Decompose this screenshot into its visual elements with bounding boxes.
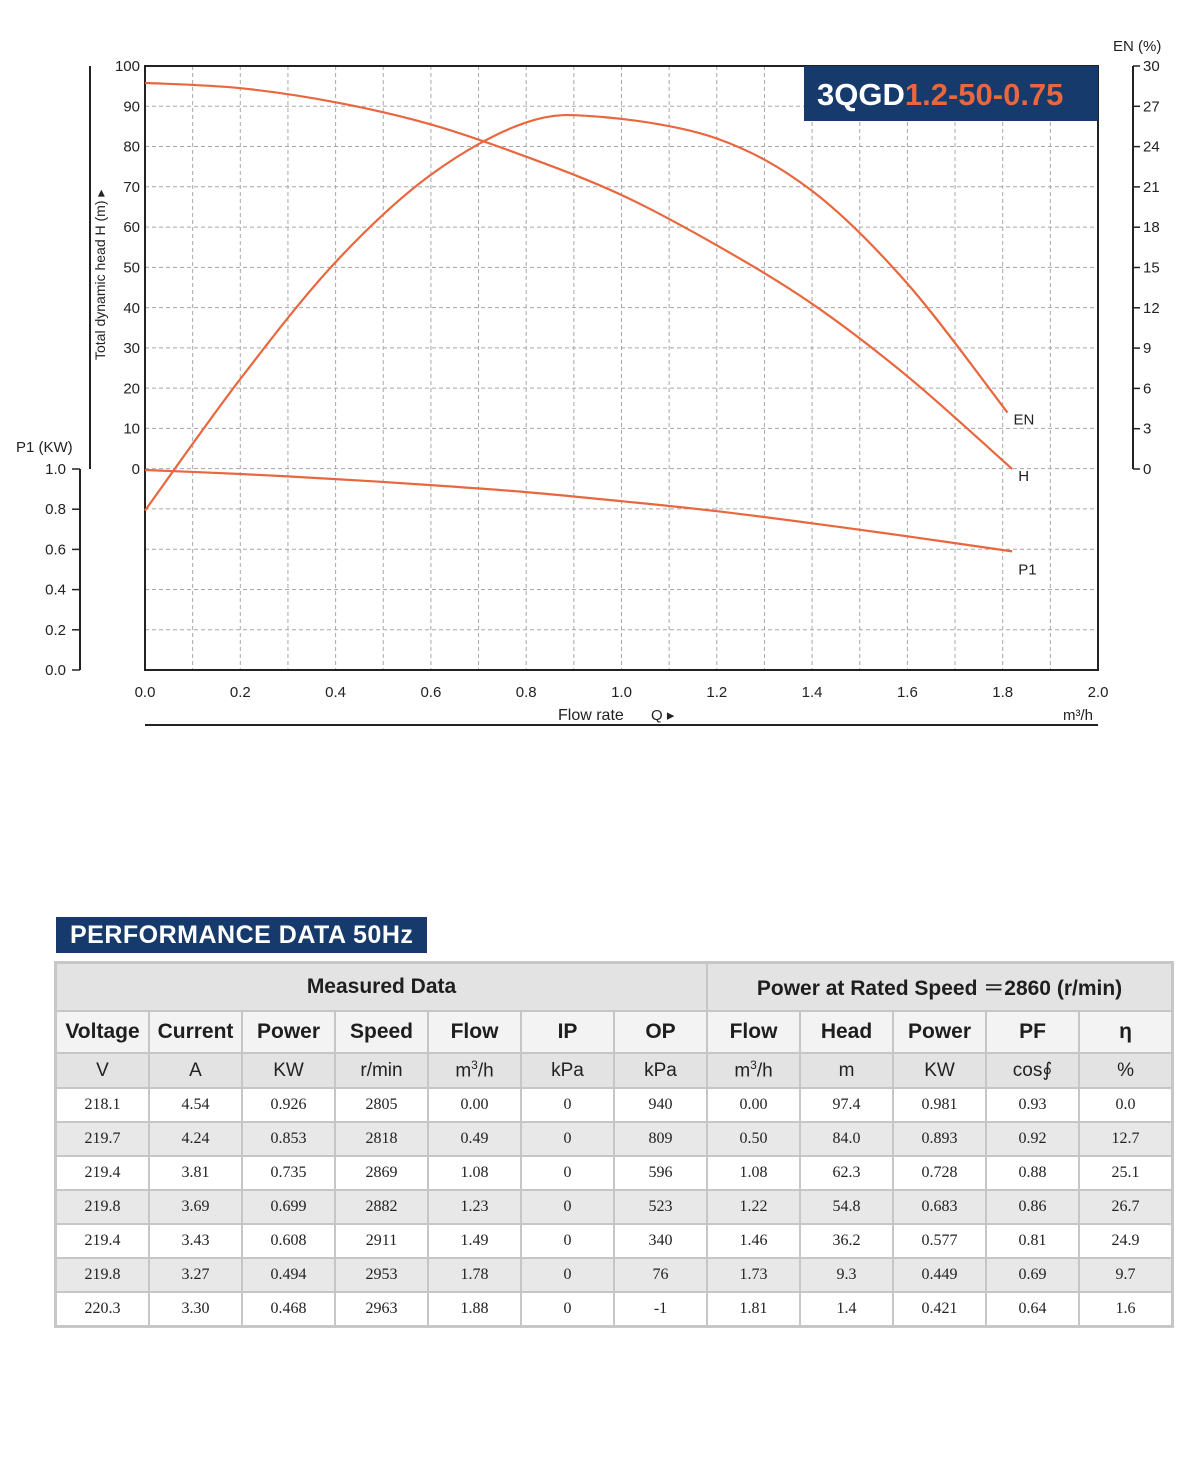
table-cell: 0.421 xyxy=(893,1292,986,1326)
model-badge xyxy=(804,66,1098,121)
column-header: Head xyxy=(800,1011,893,1053)
head-tick-label: 60 xyxy=(123,219,140,237)
table-cell: 0.81 xyxy=(986,1224,1079,1258)
table-cell: 24.9 xyxy=(1079,1224,1172,1258)
table-header-row xyxy=(56,1011,1172,1053)
column-unit: KW xyxy=(893,1053,986,1088)
column-header: Power xyxy=(242,1011,335,1053)
table-cell: 0.00 xyxy=(707,1088,800,1122)
table-cell: 0.50 xyxy=(707,1122,800,1156)
table-cell: 54.8 xyxy=(800,1190,893,1224)
head-tick-label: 20 xyxy=(123,380,140,398)
table-row xyxy=(56,1258,1172,1292)
table-cell: 1.81 xyxy=(707,1292,800,1326)
table-cell: 9.7 xyxy=(1079,1258,1172,1292)
column-unit: $m^3/h$ xyxy=(707,1053,800,1088)
x-tick-label: 0.0 xyxy=(134,684,156,701)
table-cell: 219.4 xyxy=(56,1224,149,1258)
head-tick-label: 10 xyxy=(123,420,140,438)
x-tick-label: 1.8 xyxy=(992,684,1014,701)
table-cell: 523 xyxy=(614,1190,707,1224)
column-unit: r/min xyxy=(335,1053,428,1088)
table-cell: 2963 xyxy=(335,1292,428,1326)
table-cell: 218.1 xyxy=(56,1088,149,1122)
table-cell: 1.88 xyxy=(428,1292,521,1326)
head-tick-label: 90 xyxy=(123,98,140,116)
efficiency-tick-label: 12 xyxy=(1143,299,1160,317)
table-cell: 9.3 xyxy=(800,1258,893,1292)
table-cell: 219.8 xyxy=(56,1258,149,1292)
table-cell: 1.23 xyxy=(428,1190,521,1224)
column-header: IP xyxy=(521,1011,614,1053)
table-cell: 1.4 xyxy=(800,1292,893,1326)
table-cell: 2805 xyxy=(335,1088,428,1122)
table-cell: 1.46 xyxy=(707,1224,800,1258)
x-tick-label: 1.6 xyxy=(896,684,918,701)
table-cell: 1.49 xyxy=(428,1224,521,1258)
power-tick-label: 0.2 xyxy=(45,621,66,639)
table-row xyxy=(56,1156,1172,1190)
table-cell: 0.0 xyxy=(1079,1088,1172,1122)
performance-section-title: PERFORMANCE DATA 50Hz xyxy=(56,917,427,953)
power-axis-label: P1 (KW) xyxy=(16,439,73,456)
curve-label-h: H xyxy=(1018,468,1030,485)
column-unit: kPa xyxy=(521,1053,614,1088)
column-unit: kPa xyxy=(614,1053,707,1088)
table-cell: 0.728 xyxy=(893,1156,986,1190)
table-cell: 3.43 xyxy=(149,1224,242,1258)
table-cell: 1.22 xyxy=(707,1190,800,1224)
x-axis-unit: m³/h xyxy=(1063,707,1093,724)
measured-data-header: Measured Data xyxy=(56,963,707,1011)
efficiency-tick-label: 9 xyxy=(1143,340,1152,358)
table-cell: 0 xyxy=(521,1258,614,1292)
table-cell: 220.3 xyxy=(56,1292,149,1326)
table-cell: 219.8 xyxy=(56,1190,149,1224)
x-tick-label: 0.2 xyxy=(229,684,251,701)
table-cell: 0.577 xyxy=(893,1224,986,1258)
svg-text:3QGD1.2-50-0.75 xyxy=(817,77,1063,112)
table-cell: 0.735 xyxy=(242,1156,335,1190)
x-axis-label: Flow rate xyxy=(558,707,624,724)
efficiency-tick-label: 3 xyxy=(1143,420,1152,438)
table-cell: 0.69 xyxy=(986,1258,1079,1292)
column-header: Speed xyxy=(335,1011,428,1053)
column-header: Flow xyxy=(428,1011,521,1053)
column-unit: m xyxy=(800,1053,893,1088)
table-cell: 97.4 xyxy=(800,1088,893,1122)
power-tick-label: 1.0 xyxy=(45,461,66,478)
chart-ticks xyxy=(45,58,1160,701)
table-unit-row xyxy=(56,1053,1172,1088)
efficiency-tick-label: 30 xyxy=(1143,58,1160,75)
column-header: Flow xyxy=(707,1011,800,1053)
curve-label-en: EN xyxy=(1013,411,1035,429)
table-cell: 0.699 xyxy=(242,1190,335,1224)
table-cell: 0.853 xyxy=(242,1122,335,1156)
x-tick-label: 1.2 xyxy=(706,684,728,701)
table-cell: 1.08 xyxy=(707,1156,800,1190)
column-header: PF xyxy=(986,1011,1079,1053)
head-tick-label: 100 xyxy=(114,58,140,75)
table-cell: 3.69 xyxy=(149,1190,242,1224)
table-cell: 0.981 xyxy=(893,1088,986,1122)
chart-grid xyxy=(145,66,1098,670)
efficiency-tick-label: 24 xyxy=(1143,138,1160,156)
rated-speed-header: Power at Rated Speed ＝2860 (r/min) xyxy=(707,963,1172,1011)
efficiency-axis-label: EN (%) xyxy=(1113,38,1162,55)
table-cell: 3.27 xyxy=(149,1258,242,1292)
table-cell: 36.2 xyxy=(800,1224,893,1258)
head-tick-label: 30 xyxy=(123,340,140,358)
chart-axes xyxy=(80,66,1133,725)
table-cell: 76 xyxy=(614,1258,707,1292)
column-header: Power xyxy=(893,1011,986,1053)
table-cell: 0.64 xyxy=(986,1292,1079,1326)
table-cell: 0.926 xyxy=(242,1088,335,1122)
table-cell: 2953 xyxy=(335,1258,428,1292)
table-cell: 219.4 xyxy=(56,1156,149,1190)
table-cell: 0 xyxy=(521,1292,614,1326)
table-cell: 0.92 xyxy=(986,1122,1079,1156)
table-cell: 0.468 xyxy=(242,1292,335,1326)
table-cell: 0.00 xyxy=(428,1088,521,1122)
table-cell: 3.30 xyxy=(149,1292,242,1326)
table-cell: 0.608 xyxy=(242,1224,335,1258)
table-cell: 26.7 xyxy=(1079,1190,1172,1224)
curve-p1 xyxy=(145,470,1012,551)
table-row xyxy=(56,1292,1172,1326)
table-cell: 1.08 xyxy=(428,1156,521,1190)
table-cell: 0 xyxy=(521,1224,614,1258)
table-cell: 0 xyxy=(521,1190,614,1224)
column-header: Current xyxy=(149,1011,242,1053)
table-cell: 340 xyxy=(614,1224,707,1258)
table-row xyxy=(56,1088,1172,1122)
table-cell: 0.88 xyxy=(986,1156,1079,1190)
table-cell: 0.494 xyxy=(242,1258,335,1292)
table-cell: 4.24 xyxy=(149,1122,242,1156)
table-cell: 84.0 xyxy=(800,1122,893,1156)
table-cell: 940 xyxy=(614,1088,707,1122)
table-row xyxy=(56,1122,1172,1156)
table-cell: 0 xyxy=(521,1122,614,1156)
table-cell: 0.893 xyxy=(893,1122,986,1156)
column-unit: cos∮ xyxy=(986,1053,1079,1088)
head-tick-label: 80 xyxy=(123,138,140,156)
efficiency-tick-label: 27 xyxy=(1143,98,1160,116)
efficiency-tick-label: 6 xyxy=(1143,380,1152,398)
table-cell: 1.6 xyxy=(1079,1292,1172,1326)
efficiency-tick-label: 0 xyxy=(1143,461,1152,478)
table-cell: 0.683 xyxy=(893,1190,986,1224)
x-tick-label: 0.8 xyxy=(515,684,537,701)
table-cell: 0.86 xyxy=(986,1190,1079,1224)
column-header: η xyxy=(1079,1011,1172,1053)
power-tick-label: 0.8 xyxy=(45,501,66,519)
table-row xyxy=(56,1190,1172,1224)
badge-model: 3QGD xyxy=(817,77,905,112)
column-header: OP xyxy=(614,1011,707,1053)
x-tick-label: 2.0 xyxy=(1087,684,1109,701)
table-cell: 0 xyxy=(521,1156,614,1190)
table-cell: 596 xyxy=(614,1156,707,1190)
table-cell: 2911 xyxy=(335,1224,428,1258)
x-tick-label: 0.6 xyxy=(420,684,442,701)
power-tick-label: 0.0 xyxy=(45,662,66,679)
table-cell: 809 xyxy=(614,1122,707,1156)
table-cell: 219.7 xyxy=(56,1122,149,1156)
head-axis-label: Total dynamic head H (m) ▸ xyxy=(92,189,108,360)
power-tick-label: 0.6 xyxy=(45,541,66,559)
column-unit: KW xyxy=(242,1053,335,1088)
column-header: Voltage xyxy=(56,1011,149,1053)
table-cell: 1.78 xyxy=(428,1258,521,1292)
table-cell: 3.81 xyxy=(149,1156,242,1190)
table-row xyxy=(56,1224,1172,1258)
curve-h xyxy=(145,83,1012,469)
badge-spec: 1.2-50-0.75 xyxy=(904,77,1064,112)
curve-en xyxy=(145,115,1008,511)
efficiency-tick-label: 15 xyxy=(1143,259,1160,277)
table-cell: 0 xyxy=(521,1088,614,1122)
column-unit: V xyxy=(56,1053,149,1088)
table-cell: -1 xyxy=(614,1292,707,1326)
efficiency-tick-label: 21 xyxy=(1143,178,1160,196)
table-cell: 2818 xyxy=(335,1122,428,1156)
table-cell: 0.49 xyxy=(428,1122,521,1156)
column-unit: $m^3/h$ xyxy=(428,1053,521,1088)
table-cell: 4.54 xyxy=(149,1088,242,1122)
column-unit: A xyxy=(149,1053,242,1088)
head-tick-label: 40 xyxy=(123,299,140,317)
table-cell: 0.449 xyxy=(893,1258,986,1292)
x-tick-label: 1.0 xyxy=(611,684,632,701)
table-cell: 1.73 xyxy=(707,1258,800,1292)
x-axis-symbol: Q ▸ xyxy=(651,707,675,724)
head-tick-label: 50 xyxy=(123,259,140,277)
table-group-row xyxy=(56,963,1172,1011)
x-tick-label: 1.4 xyxy=(801,684,823,701)
chart-curves xyxy=(145,83,1037,579)
table-body xyxy=(56,1088,1172,1326)
head-tick-label: 0 xyxy=(131,461,140,478)
table-cell: 25.1 xyxy=(1079,1156,1172,1190)
table-cell: 0.93 xyxy=(986,1088,1079,1122)
curve-label-p1: P1 xyxy=(1018,561,1037,579)
table-cell: 62.3 xyxy=(800,1156,893,1190)
table-cell: 12.7 xyxy=(1079,1122,1172,1156)
x-tick-label: 0.4 xyxy=(325,684,347,701)
head-tick-label: 70 xyxy=(123,178,140,196)
column-unit: % xyxy=(1079,1053,1172,1088)
power-tick-label: 0.4 xyxy=(45,581,66,599)
efficiency-tick-label: 18 xyxy=(1143,219,1160,237)
performance-table xyxy=(55,962,1173,1327)
table-cell: 2882 xyxy=(335,1190,428,1224)
table-cell: 2869 xyxy=(335,1156,428,1190)
